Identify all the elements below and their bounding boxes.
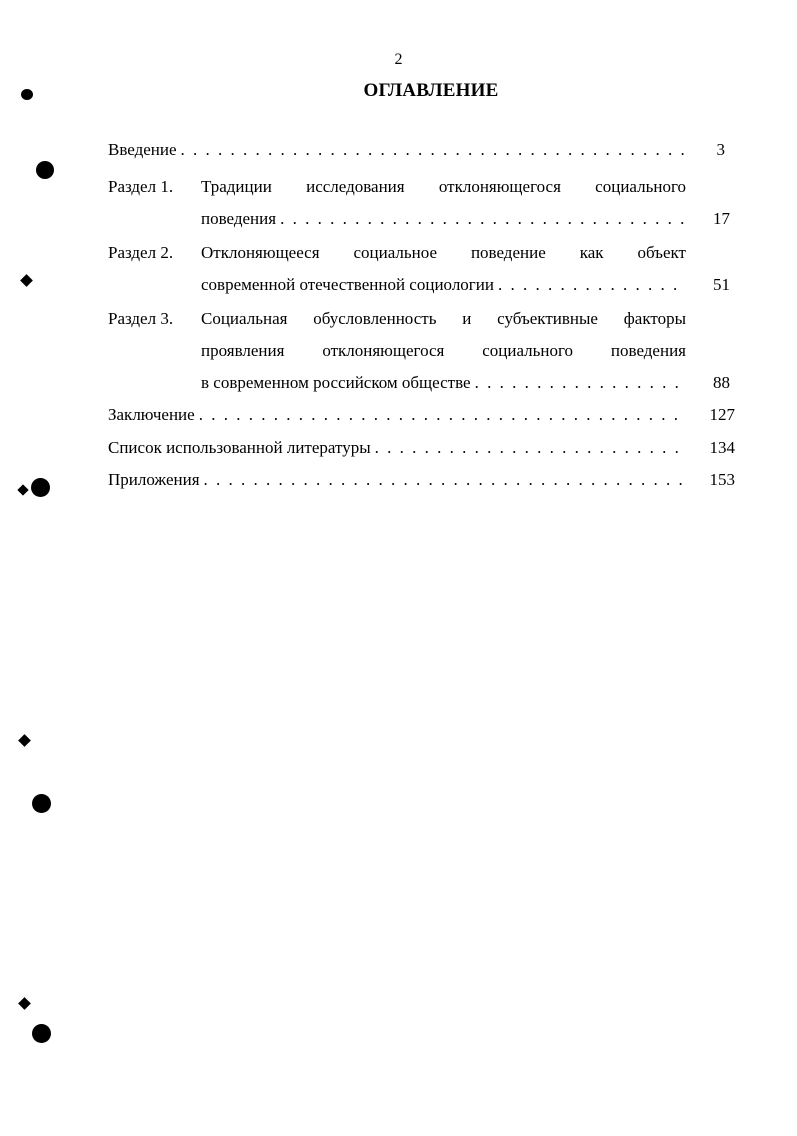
- toc-entry-label: Приложения: [108, 470, 200, 489]
- dot-leader: [498, 272, 686, 298]
- scan-artifact: [18, 734, 31, 747]
- toc-section-prefix: Раздел 3.: [108, 309, 174, 328]
- toc-title: ОГЛАВЛЕНИЕ: [363, 80, 499, 101]
- toc-page-number: 127: [709, 405, 735, 424]
- toc-entry-section-1-cont: [108, 206, 735, 232]
- toc-line: [201, 370, 686, 396]
- scan-artifact: [32, 1024, 51, 1043]
- toc-section-prefix: Раздел 1.: [108, 177, 174, 196]
- toc-entry-references: [108, 435, 735, 461]
- scan-artifact: [31, 478, 50, 497]
- toc-entry-appendix: [108, 467, 735, 493]
- page-number: 2: [394, 51, 403, 68]
- dot-leader: [181, 137, 686, 163]
- toc-page-number: 153: [709, 470, 735, 489]
- scan-artifact: [32, 794, 51, 813]
- toc-entry-text: Отклоняющееся социальное поведение как объект: [201, 243, 686, 262]
- toc-entry-label: Список использованной литературы: [108, 438, 371, 457]
- toc-page-number: 51: [713, 275, 730, 294]
- dot-leader: [280, 206, 686, 232]
- toc-entry-text: проявления отклоняющегося социального поведения: [201, 341, 686, 360]
- dot-leader: [475, 370, 686, 396]
- toc-entry-text: Социальная обусловленность и субъективные факторы: [201, 309, 686, 328]
- toc-line: [108, 435, 686, 461]
- toc-page-number: 17: [713, 209, 730, 228]
- toc-entry-section-3-cont: [108, 338, 735, 364]
- toc-line: [108, 467, 686, 493]
- dot-leader: [204, 467, 686, 493]
- toc-line: [108, 137, 686, 163]
- toc-entry-section-3-cont: [108, 370, 735, 396]
- toc-entry-text: в современном российском обществе: [201, 373, 471, 392]
- toc-entry-text: Традиции исследования отклоняющегося социального: [201, 177, 686, 196]
- toc-entry-section-1: [108, 174, 735, 200]
- toc-page-number: 3: [716, 140, 725, 159]
- scan-artifact: [17, 484, 28, 495]
- scan-artifact: [18, 997, 31, 1010]
- toc-page-number: 88: [713, 373, 730, 392]
- scan-artifact: [20, 274, 33, 287]
- toc-entry-label: Введение: [108, 140, 177, 159]
- toc-entry-section-2: [108, 240, 735, 266]
- dot-leader: [199, 402, 686, 428]
- toc-line: [108, 402, 686, 428]
- toc-page-number: 134: [709, 438, 735, 457]
- toc-entry-section-3: [108, 306, 735, 332]
- toc-entry-text: современной отечественной социологии: [201, 275, 494, 294]
- toc-entry-intro: [108, 137, 735, 163]
- toc-line: [201, 272, 686, 298]
- toc-entry-conclusion: [108, 402, 735, 428]
- dot-leader: [375, 435, 686, 461]
- scan-artifact: [36, 161, 54, 179]
- toc-line: [201, 206, 686, 232]
- toc-entry-section-2-cont: [108, 272, 735, 298]
- toc-section-prefix: Раздел 2.: [108, 243, 174, 262]
- toc-entry-text: поведения: [201, 209, 277, 228]
- toc-entry-label: Заключение: [108, 405, 195, 424]
